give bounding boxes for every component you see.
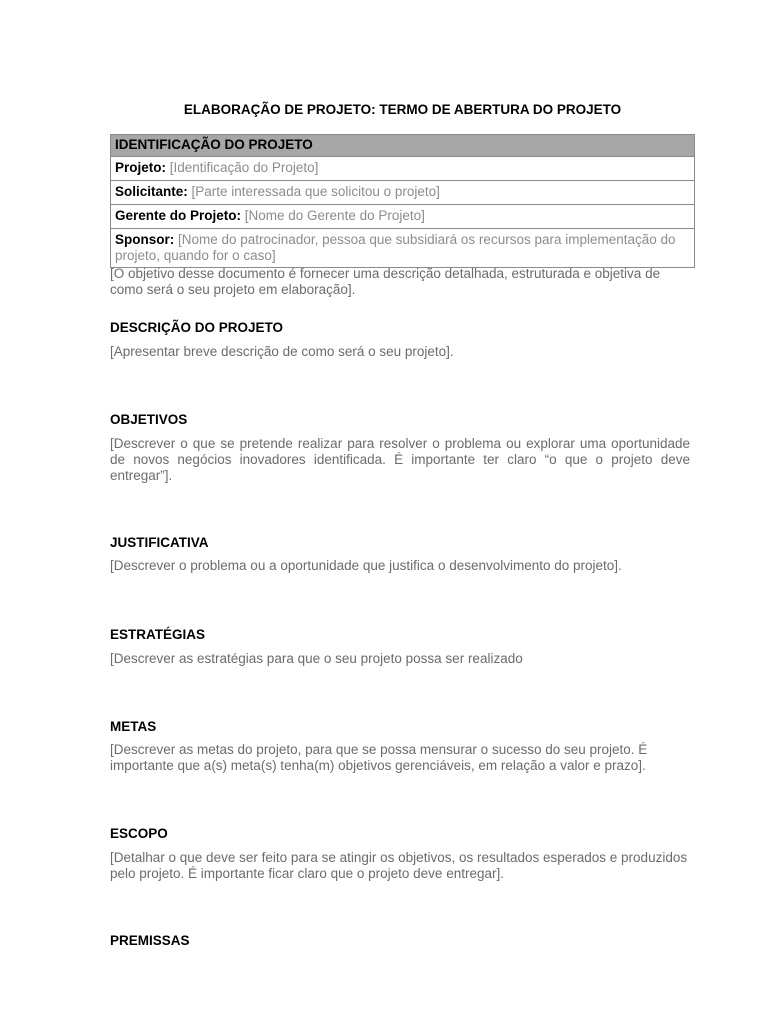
section-heading-justificativa: JUSTIFICATIVA	[110, 535, 209, 550]
identification-table-header-row	[111, 135, 695, 157]
projeto-field[interactable]	[111, 157, 695, 181]
section-text-objetivos: [Descrever o que se pretende realizar para resolver o problema ou explorar uma oportunidade de novos negócios inovadores identificada. É importante ter claro “o que o projeto deve entregar”].	[110, 436, 690, 483]
section-text-metas: [Descrever as metas do projeto, para que se possa mensurar o sucesso do seu projeto. É importante que a(s) meta(s) tenha(m) objetivos gerenciáveis, em relação a valor e prazo].	[110, 742, 648, 773]
table-row-solicitante	[111, 181, 695, 205]
sponsor-placeholder: [Nome do patrocinador, pessoa que subsidiará os recursos para implementação do projeto, quando for o caso]	[115, 232, 676, 263]
section-text-estrategias: [Descrever as estratégias para que o seu projeto possa ser realizado	[110, 651, 523, 666]
identification-table-header: IDENTIFICAÇÃO DO PROJETO	[111, 135, 695, 157]
section-text-escopo: [Detalhar o que deve ser feito para se atingir os objetivos, os resultados esperados e produzidos pelo projeto. É importante ficar claro que o projeto deve entregar].	[110, 850, 688, 881]
section-heading-descricao: DESCRIÇÃO DO PROJETO	[110, 320, 284, 335]
section-heading-escopo: ESCOPO	[110, 826, 168, 841]
solicitante-label: Solicitante:	[115, 184, 188, 199]
section-heading-objetivos: OBJETIVOS	[110, 412, 188, 427]
projeto-label: Projeto:	[115, 160, 167, 175]
section-text-justificativa: [Descrever o problema ou a oportunidade que justifica o desenvolvimento do projeto].	[110, 558, 622, 573]
identification-table	[110, 134, 695, 268]
intro-note: [O objetivo desse documento é fornecer uma descrição detalhada, estruturada e objetiva de como será o seu projeto em elaboração].	[110, 266, 661, 297]
table-row-sponsor	[111, 229, 695, 268]
document-title: ELABORAÇÃO DE PROJETO: TERMO DE ABERTURA DO PROJETO	[183, 102, 622, 117]
section-heading-premissas: PREMISSAS	[110, 933, 190, 948]
projeto-placeholder: [Identificação do Projeto]	[166, 160, 319, 175]
table-row-projeto	[111, 157, 695, 181]
section-heading-metas: METAS	[110, 719, 157, 734]
table-row-gerente	[111, 205, 695, 229]
gerente-field[interactable]	[111, 205, 695, 229]
section-text-descricao: [Apresentar breve descrição de como será o seu projeto].	[110, 344, 454, 359]
sponsor-label: Sponsor:	[115, 232, 175, 247]
sponsor-field[interactable]	[111, 229, 695, 268]
solicitante-placeholder: [Parte interessada que solicitou o projeto]	[187, 184, 440, 199]
section-heading-estrategias: ESTRATÉGIAS	[110, 627, 206, 642]
gerente-label: Gerente do Projeto:	[115, 208, 242, 223]
solicitante-field[interactable]	[111, 181, 695, 205]
gerente-placeholder: [Nome do Gerente do Projeto]	[241, 208, 425, 223]
